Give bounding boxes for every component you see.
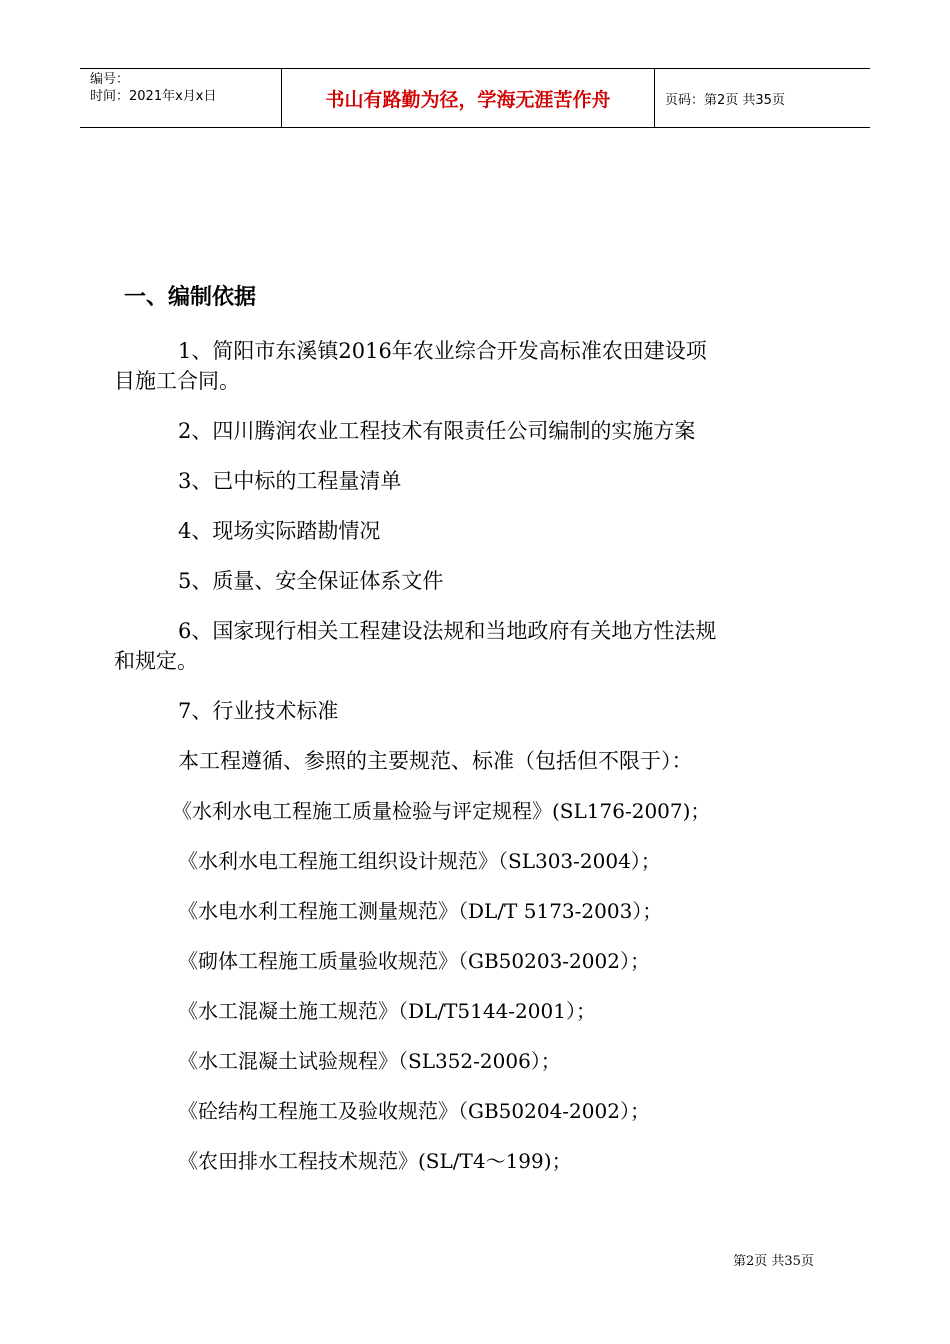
section-title: 一、编制依据 — [124, 285, 257, 310]
page-header — [80, 68, 870, 128]
standards-intro: 本工程遵循、参照的主要规范、标准（包括但不限于）： — [178, 749, 693, 773]
standard-item: 《砌体工程施工质量验收规范》（GB50203-2002）； — [178, 949, 650, 973]
standard-item: 《砼结构工程施工及验收规范》（GB50204-2002）； — [178, 1099, 650, 1123]
list-item: 7、行业技术标准 — [178, 699, 339, 723]
list-item: 2、四川腾润农业工程技术有限责任公司编制的实施方案 — [178, 419, 696, 443]
page-footer: 第2页 共35页 — [733, 1254, 814, 1269]
list-item: 5、质量、安全保证体系文件 — [178, 569, 444, 593]
document-date: 时间：2021年x月x日 — [90, 89, 217, 104]
standard-item: 《水工混凝土施工规范》（DL/T5144-2001）； — [178, 999, 596, 1023]
list-item: 4、现场实际踏勘情况 — [178, 519, 381, 543]
standard-item: 《水利水电工程施工组织设计规范》（SL303-2004）； — [178, 849, 661, 873]
standard-item: 《农田排水工程技术规范》(SL/T4～199)； — [178, 1149, 572, 1173]
list-item: 3、已中标的工程量清单 — [178, 469, 402, 493]
list-item: 1、简阳市东溪镇2016年农业综合开发高标准农田建设项 目施工合同。 — [114, 339, 707, 393]
header-meta — [80, 69, 282, 127]
standard-item: 《水利水电工程施工质量检验与评定规程》(SL176-2007)； — [172, 799, 711, 823]
document-number: 编号： — [90, 72, 130, 87]
list-item: 6、国家现行相关工程建设法规和当地政府有关地方性法规 和规定。 — [114, 619, 717, 673]
header-motto: 书山有路勤为径，学海无涯苦作舟 — [282, 69, 655, 127]
standard-item: 《水电水利工程施工测量规范》（DL/T 5173-2003）； — [178, 899, 663, 923]
standard-item: 《水工混凝土试验规程》（SL352-2006）； — [178, 1049, 561, 1073]
document-body — [114, 280, 844, 1196]
header-page-info: 页码：第2页 共35页 — [665, 92, 785, 108]
